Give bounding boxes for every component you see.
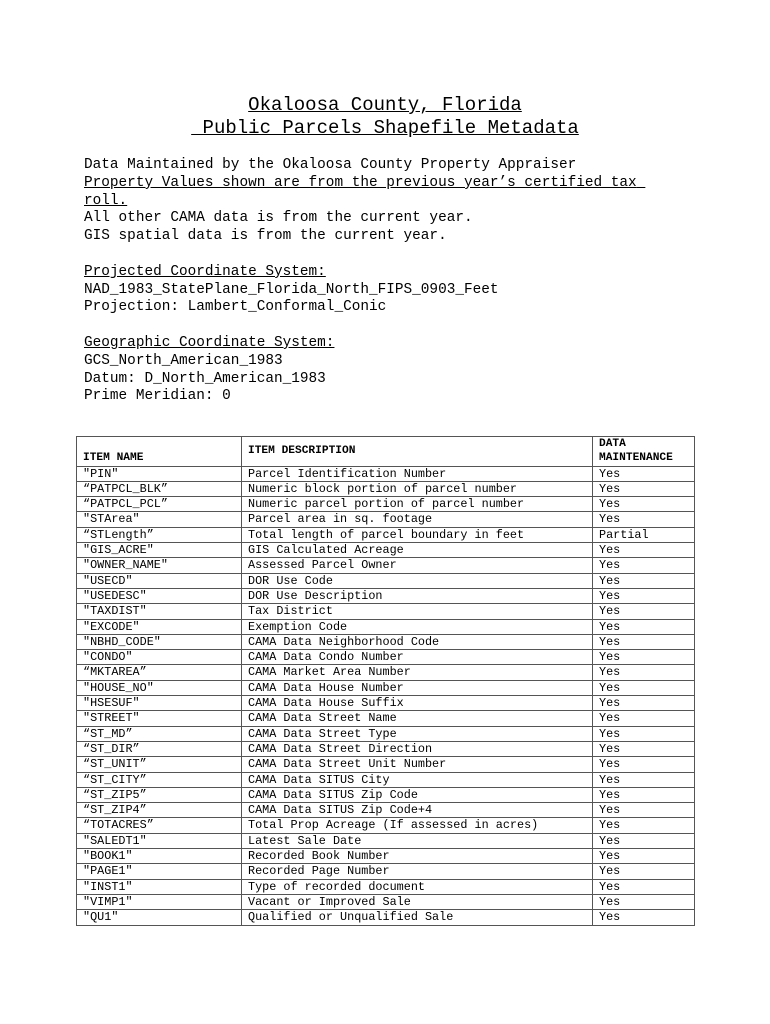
cell-item-description: DOR Use Code (242, 573, 593, 588)
table-row (77, 573, 695, 588)
table-row (77, 619, 695, 634)
cell-data-maintenance: Yes (593, 803, 695, 818)
prime-meridian-line: Prime Meridian: 0 (84, 388, 231, 405)
cell-data-maintenance: Yes (593, 573, 695, 588)
cell-item-description: Parcel area in sq. footage (242, 512, 593, 527)
table-row (77, 757, 695, 772)
table-row (77, 696, 695, 711)
table-body (77, 466, 695, 925)
cell-item-description: Total Prop Acreage (If assessed in acres) (242, 818, 593, 833)
cell-data-maintenance: Yes (593, 665, 695, 680)
cell-data-maintenance: Partial (593, 527, 695, 542)
cell-item-name: "STArea" (77, 512, 242, 527)
cell-data-maintenance: Yes (593, 619, 695, 634)
cell-data-maintenance: Yes (593, 512, 695, 527)
cell-item-name: "HSESUF" (77, 696, 242, 711)
table-row (77, 512, 695, 527)
table-row (77, 466, 695, 481)
cell-data-maintenance: Yes (593, 466, 695, 481)
table-row (77, 864, 695, 879)
header-maintenance-line1: DATA (599, 438, 626, 450)
cell-item-description: Total length of parcel boundary in feet (242, 527, 593, 542)
cell-item-name: "TAXDIST" (77, 604, 242, 619)
cell-data-maintenance: Yes (593, 894, 695, 909)
cell-item-name: "EXCODE" (77, 619, 242, 634)
datum-line: Datum: D_North_American_1983 (84, 370, 326, 387)
table-row (77, 604, 695, 619)
cell-item-name: "PAGE1" (77, 864, 242, 879)
cell-item-description: GIS Calculated Acreage (242, 543, 593, 558)
header-item-name: ITEM NAME (77, 437, 242, 467)
cell-data-maintenance: Yes (593, 650, 695, 665)
cell-item-description: CAMA Data SITUS Zip Code (242, 787, 593, 802)
cell-item-name: "GIS_ACRE" (77, 543, 242, 558)
cell-item-name: “ST_MD” (77, 726, 242, 741)
cell-item-description: CAMA Data Neighborhood Code (242, 634, 593, 649)
table-row (77, 879, 695, 894)
geographic-cs-name: GCS_North_American_1983 (84, 352, 283, 369)
table-row (77, 818, 695, 833)
table-row (77, 527, 695, 542)
table-row (77, 481, 695, 496)
cell-item-description: CAMA Data House Suffix (242, 696, 593, 711)
cell-item-description: Assessed Parcel Owner (242, 558, 593, 573)
intro-section (84, 157, 684, 406)
table-row (77, 894, 695, 909)
cell-item-name: “PATPCL_BLK” (77, 481, 242, 496)
cell-item-description: Exemption Code (242, 619, 593, 634)
geographic-cs-heading: Geographic Coordinate System: (84, 334, 335, 351)
table-row (77, 787, 695, 802)
cell-item-name: "USECD" (77, 573, 242, 588)
cell-data-maintenance: Yes (593, 833, 695, 848)
projection-line: Projection: Lambert_Conformal_Conic (84, 299, 387, 316)
cell-item-name: "USEDESC" (77, 588, 242, 603)
cell-data-maintenance: Yes (593, 481, 695, 496)
cell-item-name: "NBHD_CODE" (77, 634, 242, 649)
cell-data-maintenance: Yes (593, 588, 695, 603)
cell-item-description: CAMA Data House Number (242, 680, 593, 695)
cell-item-name: "CONDO" (77, 650, 242, 665)
cell-item-name: “TOTACRES” (77, 818, 242, 833)
cell-item-description: CAMA Data Street Type (242, 726, 593, 741)
cell-data-maintenance: Yes (593, 757, 695, 772)
cell-item-description: Numeric block portion of parcel number (242, 481, 593, 496)
table-row (77, 558, 695, 573)
cell-item-name: “ST_UNIT” (77, 757, 242, 772)
cama-data-note: All other CAMA data is from the current year. (84, 210, 473, 227)
cell-item-description: CAMA Data Street Name (242, 711, 593, 726)
cell-data-maintenance: Yes (593, 497, 695, 512)
metadata-table (76, 436, 695, 926)
property-values-note: Property Values shown are from the previous year’s certified tax roll. (84, 174, 646, 209)
cell-data-maintenance: Yes (593, 696, 695, 711)
projected-cs-heading: Projected Coordinate System: (84, 263, 326, 280)
cell-item-name: "INST1" (77, 879, 242, 894)
cell-item-name: “ST_DIR” (77, 741, 242, 756)
cell-item-description: Parcel Identification Number (242, 466, 593, 481)
table-row (77, 497, 695, 512)
cell-data-maintenance: Yes (593, 558, 695, 573)
header-maintenance-line2: MAINTENANCE (599, 452, 673, 465)
cell-item-description: Recorded Page Number (242, 864, 593, 879)
cell-item-description: Recorded Book Number (242, 849, 593, 864)
table-row (77, 726, 695, 741)
table-row (77, 910, 695, 925)
cell-item-description: Tax District (242, 604, 593, 619)
cell-item-description: Numeric parcel portion of parcel number (242, 497, 593, 512)
cell-item-name: “ST_ZIP4” (77, 803, 242, 818)
cell-data-maintenance: Yes (593, 680, 695, 695)
cell-item-name: “ST_ZIP5” (77, 787, 242, 802)
header-item-description: ITEM DESCRIPTION (242, 437, 593, 467)
table-row (77, 680, 695, 695)
table-row (77, 711, 695, 726)
cell-data-maintenance: Yes (593, 543, 695, 558)
cell-data-maintenance: Yes (593, 726, 695, 741)
cell-data-maintenance: Yes (593, 772, 695, 787)
cell-data-maintenance: Yes (593, 604, 695, 619)
cell-item-description: DOR Use Description (242, 588, 593, 603)
document-subtitle: Public Parcels Shapefile Metadata (191, 117, 579, 139)
cell-item-description: Type of recorded document (242, 879, 593, 894)
document-title: Okaloosa County, Florida (248, 94, 522, 116)
cell-item-name: "QU1" (77, 910, 242, 925)
cell-data-maintenance: Yes (593, 879, 695, 894)
cell-item-name: “PATPCL_PCL” (77, 497, 242, 512)
cell-data-maintenance: Yes (593, 818, 695, 833)
table-row (77, 665, 695, 680)
projected-cs-name: NAD_1983_StatePlane_Florida_North_FIPS_0903_Feet (84, 281, 499, 298)
table-row (77, 849, 695, 864)
cell-item-name: "PIN" (77, 466, 242, 481)
table-row (77, 543, 695, 558)
table-row (77, 588, 695, 603)
cell-data-maintenance: Yes (593, 849, 695, 864)
cell-item-description: CAMA Data Street Direction (242, 741, 593, 756)
cell-item-description: CAMA Data SITUS Zip Code+4 (242, 803, 593, 818)
cell-data-maintenance: Yes (593, 634, 695, 649)
cell-item-description: Latest Sale Date (242, 833, 593, 848)
cell-item-description: Qualified or Unqualified Sale (242, 910, 593, 925)
header-data-maintenance (593, 437, 695, 467)
cell-item-name: “ST_CITY” (77, 772, 242, 787)
cell-item-name: "SALEDT1" (77, 833, 242, 848)
cell-data-maintenance: Yes (593, 741, 695, 756)
cell-item-description: CAMA Market Area Number (242, 665, 593, 680)
cell-data-maintenance: Yes (593, 864, 695, 879)
table-row (77, 741, 695, 756)
cell-item-description: CAMA Data Street Unit Number (242, 757, 593, 772)
table-row (77, 650, 695, 665)
cell-item-name: “STLength” (77, 527, 242, 542)
table-row (77, 833, 695, 848)
table-row (77, 803, 695, 818)
cell-data-maintenance: Yes (593, 787, 695, 802)
cell-item-description: CAMA Data Condo Number (242, 650, 593, 665)
table-header-row (77, 437, 695, 467)
cell-item-name: "STREET" (77, 711, 242, 726)
cell-item-name: "OWNER_NAME" (77, 558, 242, 573)
cell-item-description: CAMA Data SITUS City (242, 772, 593, 787)
cell-item-description: Vacant or Improved Sale (242, 894, 593, 909)
cell-data-maintenance: Yes (593, 910, 695, 925)
table-row (77, 634, 695, 649)
gis-data-note: GIS spatial data is from the current year. (84, 228, 447, 245)
cell-item-name: “MKTAREA” (77, 665, 242, 680)
cell-item-name: "VIMP1" (77, 894, 242, 909)
maintainer-line: Data Maintained by the Okaloosa County Property Appraiser (84, 157, 577, 173)
cell-data-maintenance: Yes (593, 711, 695, 726)
cell-item-name: "BOOK1" (77, 849, 242, 864)
cell-item-name: "HOUSE_NO" (77, 680, 242, 695)
table-row (77, 772, 695, 787)
